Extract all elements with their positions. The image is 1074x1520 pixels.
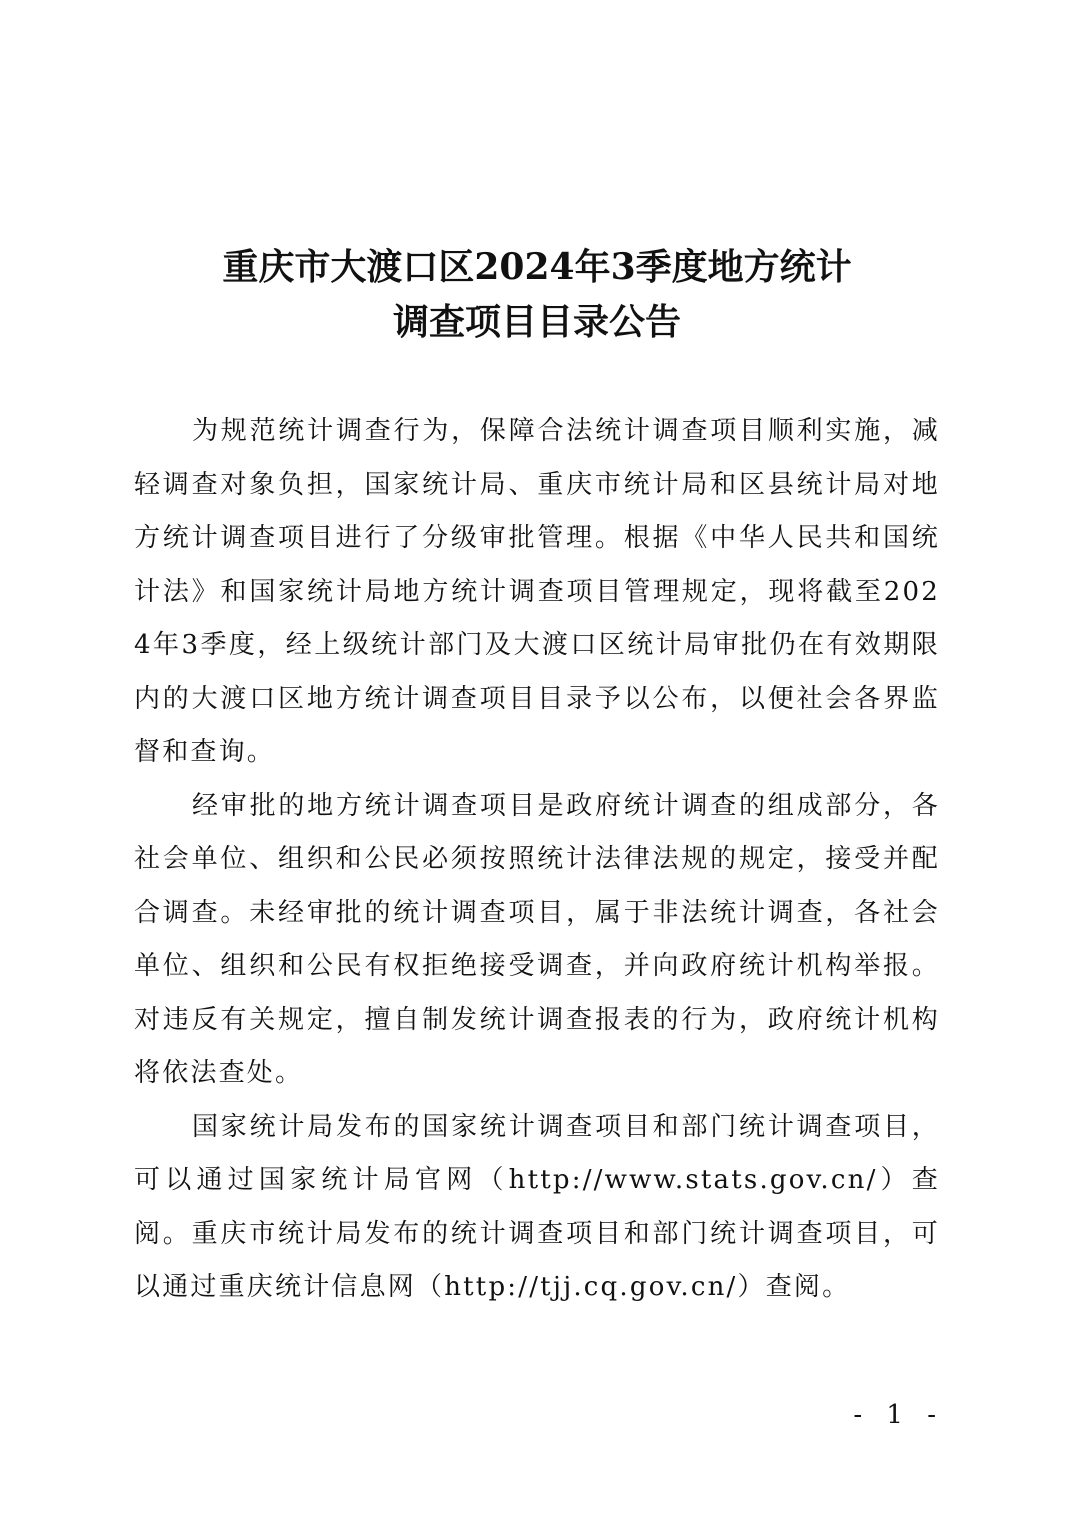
title-line-1: 重庆市大渡口区2024年3季度地方统计 bbox=[222, 246, 852, 288]
document-body bbox=[134, 405, 940, 1315]
page-number: - 1 - bbox=[853, 1400, 944, 1430]
title-line-2: 调查项目目录公告 bbox=[392, 301, 681, 343]
document-title bbox=[0, 240, 1074, 350]
paragraph-1: 为规范统计调查行为，保障合法统计调查项目顺利实施，减轻调查对象负担，国家统计局、重庆市统计局和区县统计局对地方统计调查项目进行了分级审批管理。根据《中华人民共和国统计法》和国家统计局地方统计调查项目管理规定，现将截至2024年3季度，经上级统计部门及大渡口区统计局审批仍在有效期限内的大渡口区地方统计调查项目目录予以公布，以便社会各界监督和查询。 bbox=[134, 416, 940, 767]
paragraph-3: 国家统计局发布的国家统计调查项目和部门统计调查项目，可以通过国家统计局官网（http://www.stats.gov.cn/）查阅。重庆市统计局发布的统计调查项目和部门统计调查项目，可以通过重庆统计信息网（http://tjj.cq.gov.cn/）查阅。 bbox=[134, 1111, 940, 1302]
paragraph-2: 经审批的地方统计调查项目是政府统计调查的组成部分，各社会单位、组织和公民必须按照统计法律法规的规定，接受并配合调查。未经审批的统计调查项目，属于非法统计调查，各社会单位、组织和公民有权拒绝接受调查，并向政府统计机构举报。对违反有关规定，擅自制发统计调查报表的行为，政府统计机构将依法查处。 bbox=[134, 790, 940, 1088]
